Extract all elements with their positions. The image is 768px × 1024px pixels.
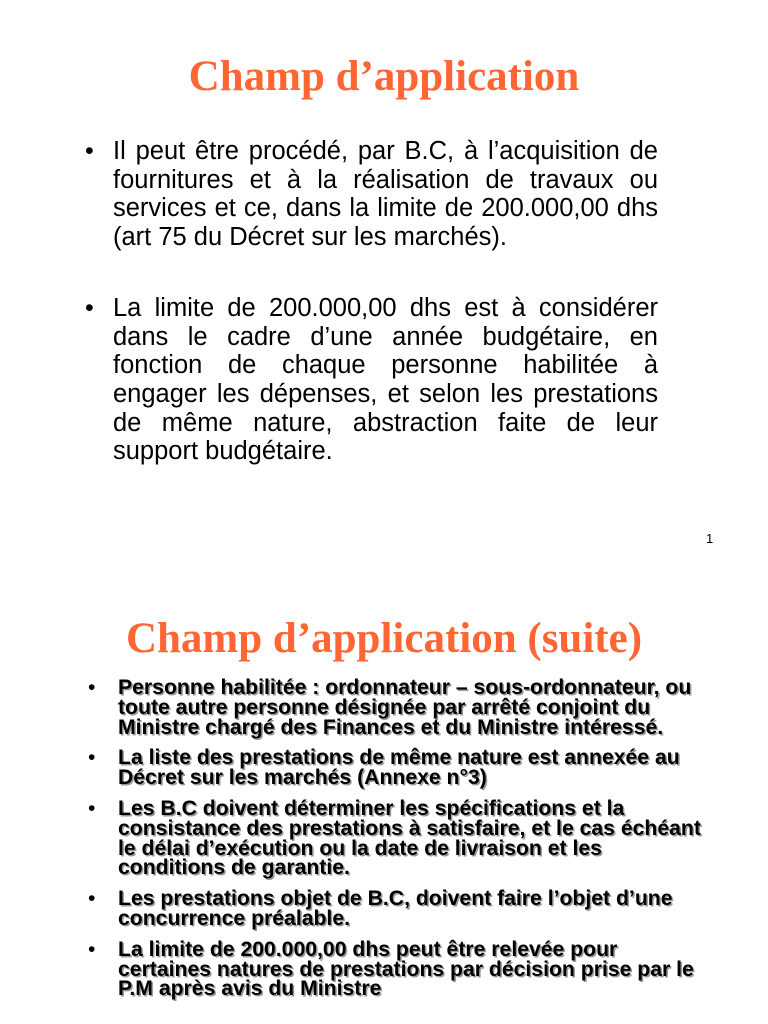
slide-1-bullet-2-text: La limite de 200.000,00 dhs est à considérer dans le cadre d’une année budgétaire, en fonction de chaque personne habilitée à engager les dépenses, et selon les prestations de même nature, abstraction faite de leur support budgétaire. [113, 293, 658, 466]
slide-2 [0, 590, 768, 1024]
slide-1-bullet-1 [85, 137, 658, 252]
slide-1-bullet-2 [85, 293, 658, 466]
bullet-icon: • [88, 676, 96, 699]
bullet-icon: • [85, 293, 94, 322]
slide-2-bullet-list [88, 676, 708, 1001]
slide-2-bullet-1-text: Personne habilitée : ordonnateur – sous-ordonnateur, ou toute autre personne désignée par arrêté conjoint du Ministre chargé des Finances et du Ministre intéressé. [118, 676, 692, 739]
slide-2-bullet-2-text: La liste des prestations de même nature est annexée au Décret sur les marchés (Annexe n°3) [118, 746, 680, 790]
bullet-icon: • [88, 887, 96, 911]
bullet-icon: • [88, 796, 96, 820]
bullet-icon: • [85, 137, 94, 165]
slide-2-bullet-4-text: Les prestations objet de B.C, doivent faire l’objet d’une concurrence préalable. [118, 887, 673, 930]
slide-2-bullet-3 [88, 796, 708, 880]
page-number: 1 [706, 531, 714, 546]
slide-2-bullet-5 [88, 937, 708, 1001]
slide-2-bullet-5-text: La limite de 200.000,00 dhs peut être relevée pour certaines natures de prestations par décision prise par le P.M après avis du Ministre [118, 937, 694, 1001]
slide-2-bullet-2 [88, 746, 708, 790]
slide-1-title: Champ d’application [188, 53, 580, 100]
slide-1-bullet-1-text: Il peut être procédé, par B.C, à l’acquisition de fournitures et à la réalisation de travaux ou services et ce, dans la limite de 200.000,00 dhs (art 75 du Décret sur les marchés). [113, 137, 658, 252]
slide-2-bullet-4 [88, 887, 708, 930]
bullet-icon: • [88, 937, 96, 961]
slide-1-bullet-list [85, 137, 658, 466]
bullet-icon: • [88, 746, 96, 770]
slide-2-title: Champ d’application (suite) [125, 615, 643, 662]
slide-2-bullet-3-text: Les B.C doivent déterminer les spécifications et la consistance des prestations à satisfaire, et le cas échéant le délai d’exécution ou la date de livraison et les conditions de garantie. [118, 796, 701, 880]
slide-2-bullet-1 [88, 676, 708, 739]
